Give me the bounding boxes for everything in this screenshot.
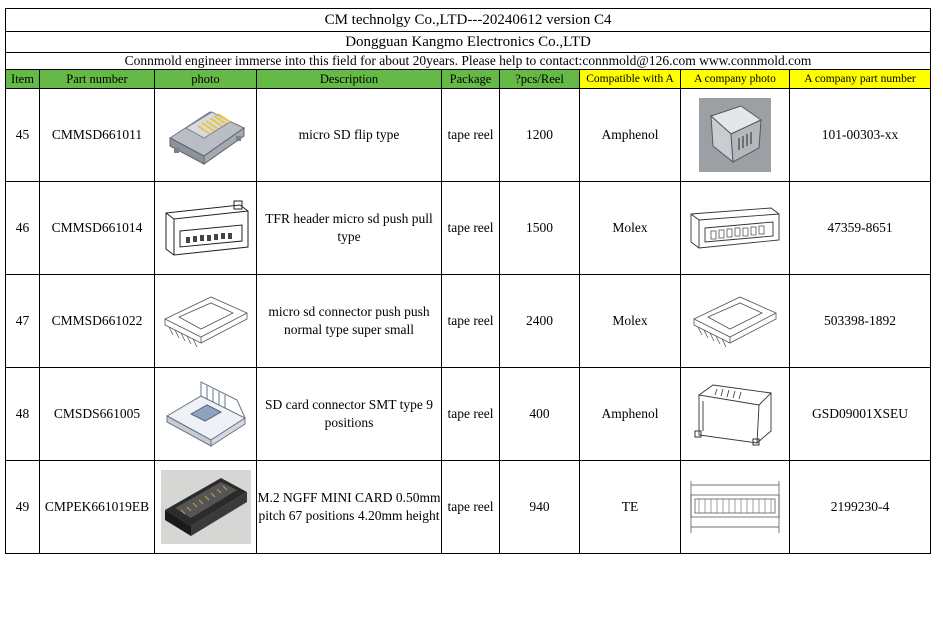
- description-cell: micro SD flip type: [257, 89, 442, 182]
- part-number-cell: CMMSD661011: [40, 89, 155, 182]
- header-a-part-number: A company part number: [790, 70, 931, 89]
- micro-sd-flip-connector-image: [160, 98, 252, 172]
- description-cell: micro sd connector push push normal type super small: [257, 275, 442, 368]
- pcs-reel-cell: 1500: [500, 182, 580, 275]
- part-number-cell: CMMSD661014: [40, 182, 155, 275]
- package-cell: tape reel: [442, 182, 500, 275]
- a-part-number-cell: 2199230-4: [790, 461, 931, 554]
- header-part-number: Part number: [40, 70, 155, 89]
- item-cell: 45: [6, 89, 40, 182]
- photo-cell: [155, 275, 257, 368]
- pcs-reel-cell: 400: [500, 368, 580, 461]
- item-cell: 47: [6, 275, 40, 368]
- a-part-number-cell: 47359-8651: [790, 182, 931, 275]
- package-cell: tape reel: [442, 275, 500, 368]
- description-cell: M.2 NGFF MINI CARD 0.50mm pitch 67 positions 4.20mm height: [257, 461, 442, 554]
- table-row: [6, 368, 931, 461]
- micro-sd-push-push-drawing: [159, 289, 253, 353]
- compatible-cell: Molex: [580, 275, 681, 368]
- table-row: [6, 89, 931, 182]
- a-photo-cell: [681, 275, 790, 368]
- table-row: [6, 275, 931, 368]
- compatible-cell: Amphenol: [580, 368, 681, 461]
- a-part-number-cell: 503398-1892: [790, 275, 931, 368]
- column-header-row: [6, 70, 931, 89]
- contact-line: Connmold engineer immerse into this field for about 20years. Please help to contact:connmold@126.com www.connmold.com: [6, 53, 931, 70]
- compatible-cell: Amphenol: [580, 89, 681, 182]
- header-photo: photo: [155, 70, 257, 89]
- part-number-cell: CMPEK661019EB: [40, 461, 155, 554]
- photo-cell: [155, 461, 257, 554]
- tfr-header-push-pull-drawing: [160, 195, 252, 261]
- a-part-number-cell: GSD09001XSEU: [790, 368, 931, 461]
- item-cell: 46: [6, 182, 40, 275]
- package-cell: tape reel: [442, 461, 500, 554]
- a-photo-cell: [681, 368, 790, 461]
- pcs-reel-cell: 940: [500, 461, 580, 554]
- a-photo-cell: [681, 182, 790, 275]
- description-cell: TFR header micro sd push pull type: [257, 182, 442, 275]
- part-number-cell: CMSDS661005: [40, 368, 155, 461]
- photo-cell: [155, 89, 257, 182]
- company-subtitle: Dongguan Kangmo Electronics Co.,LTD: [6, 32, 931, 53]
- a-part-number-cell: 101-00303-xx: [790, 89, 931, 182]
- amphenol-sd-card-drawing: [693, 381, 777, 447]
- header-compatible: Compatible with A: [580, 70, 681, 89]
- compatible-cell: TE: [580, 461, 681, 554]
- amphenol-flip-connector-photo: [699, 98, 771, 172]
- pcs-reel-cell: 1200: [500, 89, 580, 182]
- a-photo-cell: [681, 89, 790, 182]
- header-a-photo: A company photo: [681, 70, 790, 89]
- m2-ngff-connector-photo: [161, 470, 251, 544]
- product-table: [5, 8, 931, 554]
- photo-cell: [155, 368, 257, 461]
- header-pcs-reel: ?pcs/Reel: [500, 70, 580, 89]
- photo-cell: [155, 182, 257, 275]
- table-row: [6, 182, 931, 275]
- item-cell: 48: [6, 368, 40, 461]
- compatible-cell: Molex: [580, 182, 681, 275]
- sd-card-smt-connector-image: [161, 374, 251, 454]
- table-row: [6, 461, 931, 554]
- header-item: Item: [6, 70, 40, 89]
- package-cell: tape reel: [442, 368, 500, 461]
- part-number-cell: CMMSD661022: [40, 275, 155, 368]
- pcs-reel-cell: 2400: [500, 275, 580, 368]
- item-cell: 49: [6, 461, 40, 554]
- description-cell: SD card connector SMT type 9 positions: [257, 368, 442, 461]
- header-description: Description: [257, 70, 442, 89]
- molex-push-push-drawing: [688, 289, 782, 353]
- header-package: Package: [442, 70, 500, 89]
- company-title: CM technolgy Co.,LTD---20240612 version C4: [6, 9, 931, 32]
- te-m2-connector-drawing: [685, 477, 785, 537]
- package-cell: tape reel: [442, 89, 500, 182]
- molex-push-pull-drawing: [687, 200, 783, 256]
- a-photo-cell: [681, 461, 790, 554]
